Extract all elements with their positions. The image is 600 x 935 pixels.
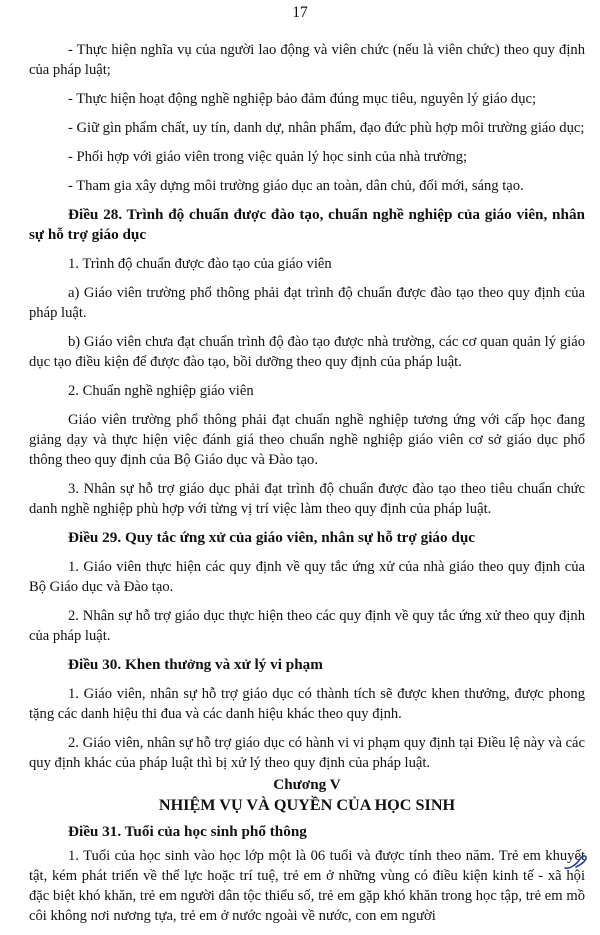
article-29-clause-1: 1. Giáo viên thực hiện các quy định về quy tắc ứng xử của nhà giáo theo quy định của Bộ Giáo dục và Đào tạo. xyxy=(29,559,585,595)
article-28-clause-3: 3. Nhân sự hỗ trợ giáo dục phải đạt trình độ chuẩn được đào tạo theo tiêu chuẩn chức danh nghề nghiệp phù hợp với từng vị trí việc làm theo quy định của pháp luật. xyxy=(29,481,585,517)
article-28-clause-1a: a) Giáo viên trường phổ thông phải đạt trình độ chuẩn được đào tạo theo quy định của pháp luật. xyxy=(29,285,585,321)
duty-item: - Thực hiện nghĩa vụ của người lao động và viên chức (nếu là viên chức) theo quy định của pháp luật; xyxy=(29,42,585,78)
article-30-clause-2: 2. Giáo viên, nhân sự hỗ trợ giáo dục có hành vi vi phạm quy định tại Điều lệ này và các quy định khác của pháp luật thì bị xử lý theo quy định của pháp luật. xyxy=(29,735,585,771)
article-29-clause-2: 2. Nhân sự hỗ trợ giáo dục thực hiện theo các quy định về quy tắc ứng xử theo quy định của pháp luật. xyxy=(29,608,585,644)
article-28-clause-1: 1. Trình độ chuẩn được đào tạo của giáo viên xyxy=(68,256,332,272)
page-number: 17 xyxy=(292,4,308,21)
duty-item: - Phối hợp với giáo viên trong việc quản lý học sinh của nhà trường; xyxy=(68,149,468,165)
chapter-title: NHIỆM VỤ VÀ QUYỀN CỦA HỌC SINH xyxy=(158,796,456,814)
article-29-heading: Điều 29. Quy tắc ứng xử của giáo viên, nhân sự hỗ trợ giáo dục xyxy=(68,529,476,546)
duty-item: - Giữ gìn phẩm chất, uy tín, danh dự, nhân phẩm, đạo đức phù hợp môi trường giáo dục; xyxy=(68,120,585,136)
article-30-heading: Điều 30. Khen thưởng và xử lý vi phạm xyxy=(68,656,323,673)
article-28-clause-1b: b) Giáo viên chưa đạt chuẩn trình độ đào tạo được nhà trường, các cơ quan quản lý giáo dục tạo điều kiện để được đào tạo, bồi dưỡng theo quy định của pháp luật. xyxy=(29,334,585,370)
chapter-label: Chương V xyxy=(273,776,341,793)
article-28-heading: Điều 28. Trình độ chuẩn được đào tạo, chuẩn nghề nghiệp của giáo viên, nhân sự hỗ trợ giáo dục xyxy=(29,206,585,243)
handwritten-mark-icon xyxy=(562,853,590,871)
article-31-heading: Điều 31. Tuổi của học sinh phổ thông xyxy=(68,823,307,840)
document-body xyxy=(29,40,585,935)
article-30-clause-1: 1. Giáo viên, nhân sự hỗ trợ giáo dục có thành tích sẽ được khen thưởng, được phong tặng các danh hiệu thi đua và các danh hiệu khác theo quy định. xyxy=(29,686,585,722)
duty-item: - Tham gia xây dựng môi trường giáo dục an toàn, dân chủ, đổi mới, sáng tạo. xyxy=(68,178,524,194)
article-28-clause-2: 2. Chuẩn nghề nghiệp giáo viên xyxy=(68,383,254,399)
article-31-clause-1: 1. Tuổi của học sinh vào học lớp một là 06 tuổi và được tính theo năm. Trẻ em khuyết tật, kém phát triển về thể lực hoặc trí tuệ, trẻ em ở những vùng có điều kiện kinh tế - xã hội đặc biệt khó khăn, trẻ em người dân tộc thiểu số, trẻ em gặp khó khăn trong học tập, trẻ em mồ côi không nơi nương tựa, trẻ em ở nước ngoài về nước, con em người xyxy=(29,848,585,924)
article-28-clause-2-text: Giáo viên trường phổ thông phải đạt chuẩn nghề nghiệp tương ứng với cấp học đang giảng dạy và thực hiện việc đánh giá theo chuẩn nghề nghiệp giáo viên cơ sở giáo dục phổ thông theo quy định của Bộ Giáo dục và Đào tạo. xyxy=(29,412,585,468)
duty-item: - Thực hiện hoạt động nghề nghiệp bảo đảm đúng mục tiêu, nguyên lý giáo dục; xyxy=(68,91,537,107)
